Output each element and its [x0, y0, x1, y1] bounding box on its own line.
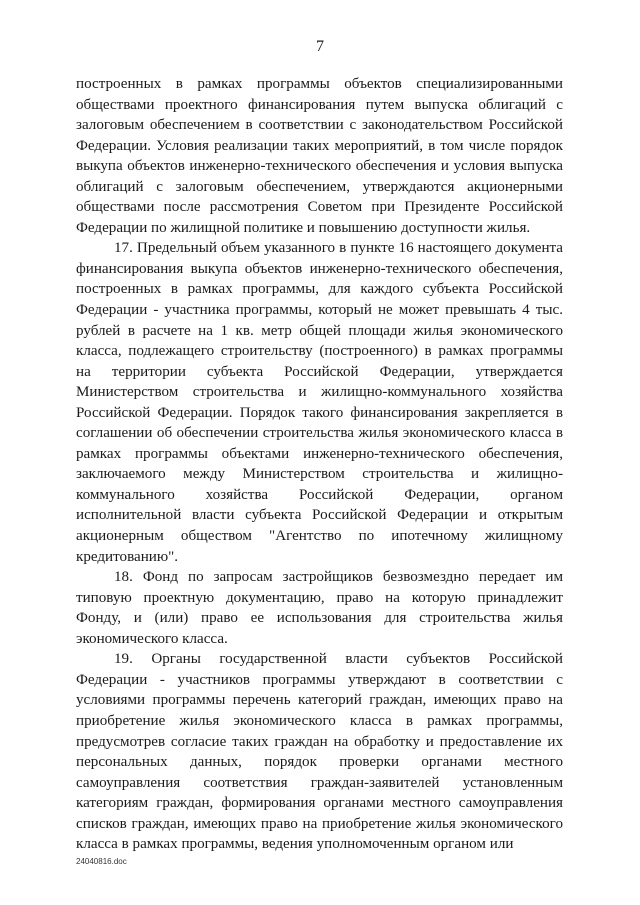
- paragraph-19: 19. Органы государственной власти субъектов Российской Федерации - участников программы утверждают в соответствии с условиями программы перечень категорий граждан, имеющих право на приобретение жилья экономического класса в рамках программы, предусмотрев согласие таких граждан на обработку и предоставление их персональных данных, порядок проверки органами местного самоуправления соответствия граждан-заявителей установленным категориям граждан, формирования органами местного самоуправления списков граждан, имеющих право на приобретение жилья экономического класса в рамках программы, ведения уполномоченным органом или: [76, 651, 563, 853]
- document-filename: 24040816.doc: [76, 857, 127, 866]
- paragraph-18: 18. Фонд по запросам застройщиков безвозмездно передает им типовую проектную документацию, право на которую принадлежит Фонду, и (или) право ее использования для строительства жилья экономического класса.: [76, 569, 563, 647]
- paragraph-continuation: построенных в рамках программы объектов специализированными обществами проектного финансирования путем выпуска облигаций с залоговым обеспечением в соответствии с законодательством Российской Федерации. Условия реализации таких мероприятий, в том числе порядок выкупа объектов инженерно-технического обеспечения и условия выпуска облигаций с залоговым обеспечением, утверждаются акционерными обществами после рассмотрения Советом при Президенте Российской Федерации по жилищной политике и повышению доступности жилья.: [76, 76, 563, 236]
- paragraph-17: 17. Предельный объем указанного в пункте 16 настоящего документа финансирования выкупа объектов инженерно-технического обеспечения, построенных в рамках программы, для каждого субъекта Российской Федерации - участника программы, который не может превышать 4 тыс. рублей в расчете на 1 кв. метр общей площади жилья экономического класса, подлежащего строительству (построенного) в рамках программы на территории субъекта Российской Федерации, утверждается Министерством строительства и жилищно-коммунального хозяйства Российской Федерации. Порядок такого финансирования закрепляется в соглашении об обеспечении строительства жилья экономического класса в рамках программы объектами инженерно-технического обеспечения, заключаемого между Министерством строительства и жилищно-коммунального хозяйства Российской Федерации, органом исполнительной власти субъекта Российской Федерации и открытым акционерным обществом "Агентство по ипотечному жилищному кредитованию".: [76, 240, 563, 565]
- document-body: [76, 74, 563, 855]
- page-number: 7: [316, 38, 324, 55]
